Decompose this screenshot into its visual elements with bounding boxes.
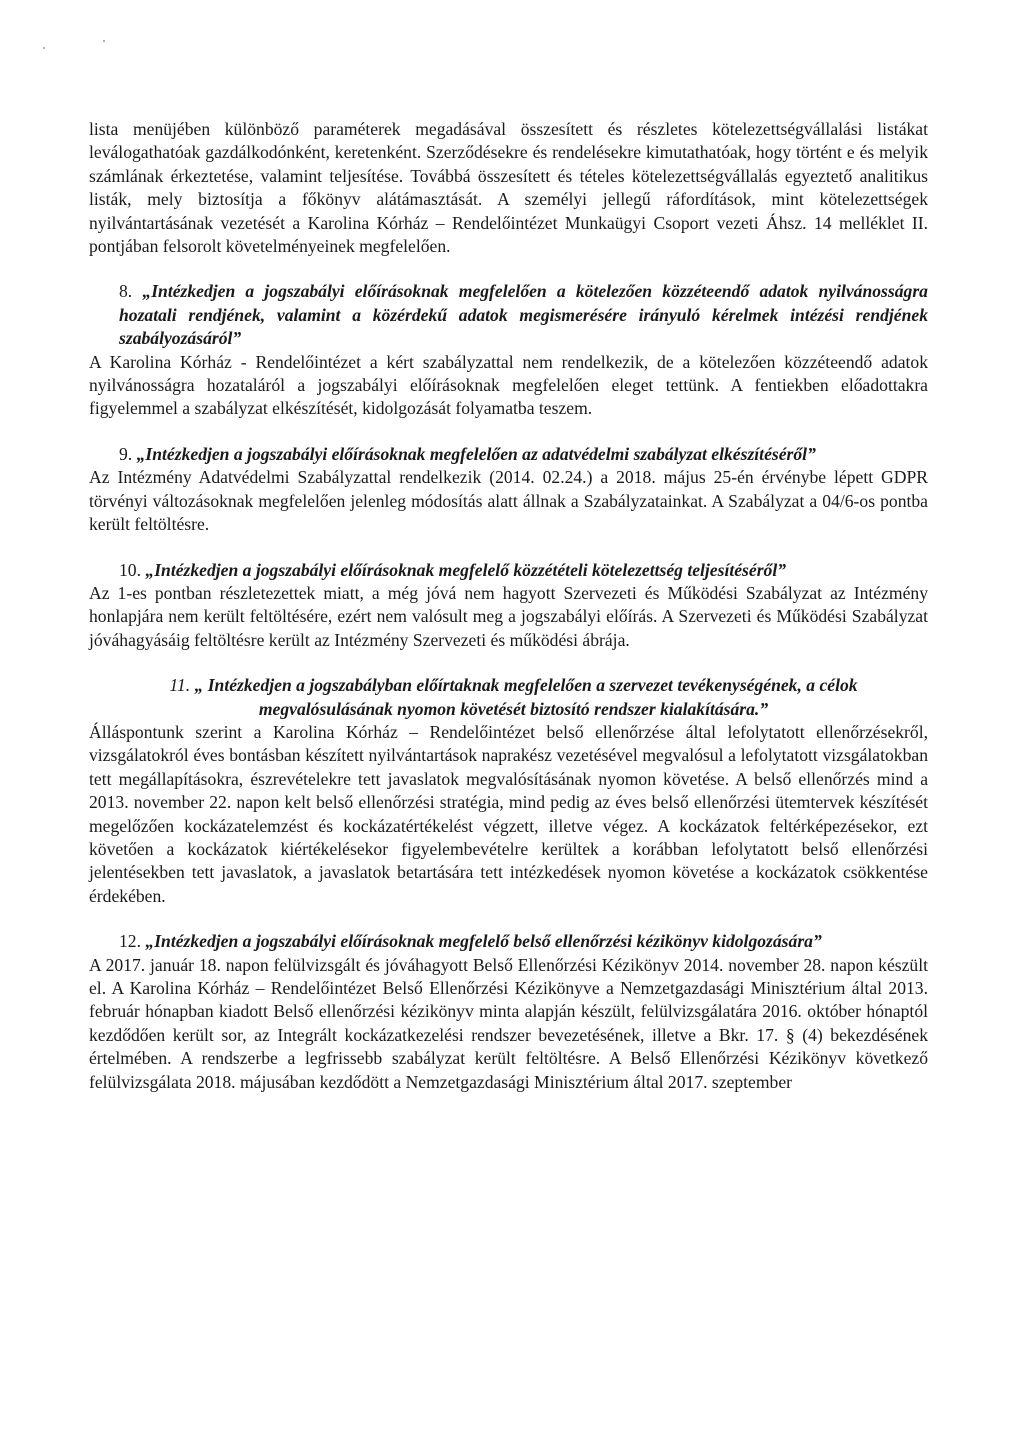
section-12-body: A 2017. január 18. napon felülvizsgált és jóváhagyott Belső Ellenőrzési Kézikönyv 2014. november 28. napon készült el. A Karolina Kórház – Rendelőintézet Belső Ellenőrzési Kézikönyve a Nemzetgazdasági Minisztérium által 2013. február hónapban kiadott Belső ellenőrzési kézikönyv minta alapján készült, felülvizsgálatára 2016. október hónaptól kezdődően került sor, az Integrált kockázatkezelési rendszer bevezetésének, illetve a Bkr. 17. § (4) bekezdésének értelmében. A rendszerbe a legfrissebb szabályzat került feltöltésre. A Belső Ellenőrzési Kézikönyv következő felülvizsgálata 2018. májusában kezdődött a Nemzetgazdasági Minisztérium által 2017. szeptember [89, 954, 928, 1092]
section-8-heading [89, 280, 928, 350]
section-heading-text: „ Intézkedjen a jogszabályban előírtaknak megfelelően a szervezet tevékenységének, a célok megvalósulásának nyomon követését biztosító rendszer kialakítására.” [194, 675, 858, 719]
section-11-heading [89, 674, 928, 721]
section-12-heading [89, 930, 928, 953]
section-heading-text: „Intézkedjen a jogszabályi előírásoknak megfelelően a kötelezően közzéteendő adatok nyilvánosságra hozatali rendjének, valamint a közérdekű adatok megismerésére irányuló kérelmek intézési rendjének szabályozásáról” [119, 281, 928, 349]
section-8-body: A Karolina Kórház - Rendelőintézet a kért szabályzattal nem rendelkezik, de a kötelezően közzéteendő adatok nyilvánosságra hozataláról a jogszabályi előírásoknak megfelelően eleget tettünk. A fentiekben előadottakra figyelemmel a szabályzat elkészítését, kidolgozását folyamatba teszem. [89, 351, 928, 419]
section-heading-text: „Intézkedjen a jogszabályi előírásoknak megfelelően az adatvédelmi szabályzat elkészítéséről” [136, 443, 816, 464]
section-heading-text: „Intézkedjen a jogszabályi előírásoknak megfelelő közzétételi kötelezettség teljesítéséről” [145, 559, 787, 580]
section-10-heading [89, 559, 928, 582]
scan-speck [103, 40, 105, 42]
scan-speck [43, 47, 45, 49]
section-9-body: Az Intézmény Adatvédelmi Szabályzattal rendelkezik (2014. 02.24.) a 2018. május 25-én érvénybe lépett GDPR törvényi változásoknak megfelelően jelenleg módosítás alatt állnak a Szabályzatainkat. A Szabályzat a 04/6-os pontba került feltöltésre. [89, 467, 928, 535]
section-10-body: Az 1-es pontban részletezettek miatt, a még jóvá nem hagyott Szervezeti és Működési Szabályzat az Intézmény honlapjára nem került feltöltésére, ezért nem valósult meg a jogszabályi előírás. A Szervezeti és Működési Szabályzat jóváhagyásáig feltöltésre került az Intézmény Szervezeti és működési ábrája. [89, 582, 928, 650]
section-11-body: Álláspontunk szerint a Karolina Kórház – Rendelőintézet belső ellenőrzése által lefolytatott ellenőrzésekről, vizsgálatokról éves bontásban készített nyilvántartások naprakész vezetésével megvalósul a lefolytatott vizsgálatokban tett megállapításokra, észrevételekre tett javaslatok megvalósításának nyomon követése. A belső ellenőrzés mind a 2013. november 22. napon kelt belső ellenőrzési stratégia, mind pedig az éves belső ellenőrzési ütemtervek készítését megelőzően kockázatelemzést és kockázatértékelést végzett, illetve végez. A kockázatok feltérképezésekor, ezt követően a kockázatok kiértékelésekor figyelembevételre kerültek a korábban lefolytatott belső ellenőrzési jelentésekben tett javaslatok, a javaslatok betartására tett intézkedések nyomon követése a kockázatok csökkentése érdekében. [89, 721, 928, 906]
section-9-heading [89, 443, 928, 466]
section-heading-text: „Intézkedjen a jogszabályi előírásoknak megfelelő belső ellenőrzési kézikönyv kidolgozására” [145, 931, 822, 952]
section-number: 9. [119, 443, 133, 464]
section-number: 12. [119, 931, 141, 952]
section-number: 11. [169, 675, 191, 696]
section-number: 8. [119, 281, 133, 302]
section-number: 10. [119, 559, 141, 580]
intro-paragraph: lista menüjében különböző paraméterek megadásával összesített és részletes kötelezettségvállalási listákat leválogathatóak gazdálkodónként, keretenként. Szerződésekre és rendelésekre kimutathatóak, hogy történt e és melyik számlának érkeztetése, valamint teljesítése. Továbbá összesített és tételes kötelezettségvállalás egyeztető analitikus listák, mely biztosítja a főkönyv alátámasztását. A személyi jellegű ráfordítások, mint kötelezettségek nyilvántartásának vezetését a Karolina Kórház – Rendelőintézet Munkaügyi Csoport vezeti Áhsz. 14 melléklet II. pontjában felsorolt követelményeinek megfelelően. [89, 119, 928, 257]
